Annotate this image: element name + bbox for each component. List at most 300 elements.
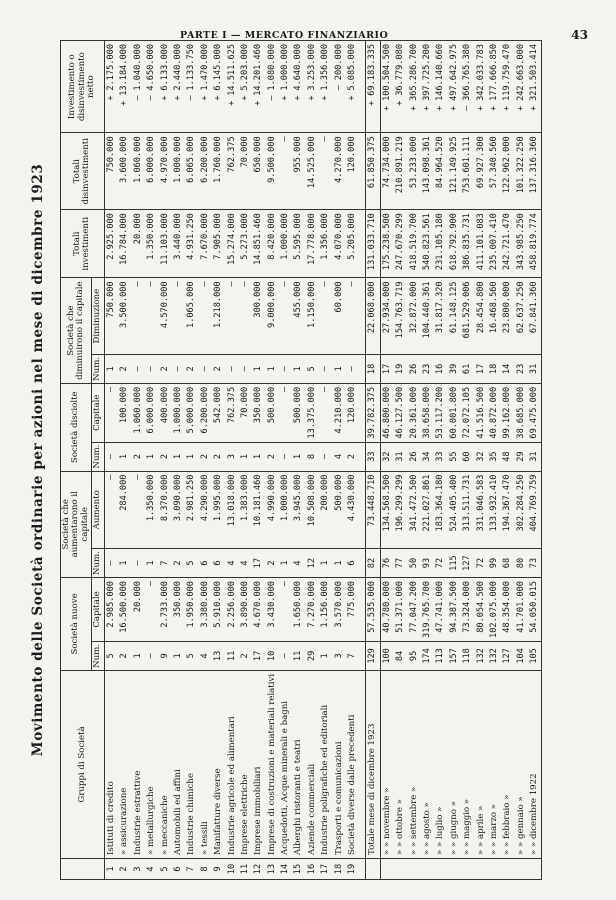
cell-nn: —: [145, 641, 158, 670]
cell-dn: 48: [501, 442, 514, 471]
net-value: 14.201.460: [253, 44, 264, 96]
cell-ti: 3.440.000: [172, 210, 185, 278]
cell-td: 9.500.000: [266, 133, 279, 210]
cell-nn: 1: [172, 641, 185, 670]
cell-md: 300.000: [252, 278, 265, 355]
cell-td: 1.760.000: [212, 133, 225, 210]
cell-md: —: [145, 278, 158, 355]
net-value: 242.663.000: [515, 44, 526, 101]
cell-td: 143.098.361: [421, 133, 434, 210]
cell-nn: 7: [346, 641, 359, 670]
cell-ti: 1.356.000: [319, 210, 332, 278]
cell-md: 681.529.006: [461, 278, 474, 355]
cell-nc: 2.256.000: [225, 578, 238, 642]
row-number: [421, 859, 434, 880]
cell-md: 154.763.719: [394, 278, 407, 355]
cell-td: 1.000.000: [172, 133, 185, 210]
cell-aa: —: [104, 471, 118, 549]
cell-td: 61.850.375: [366, 133, 380, 210]
cell-an: —: [104, 549, 118, 578]
cell-min: 1: [332, 354, 345, 383]
net-sign: +: [367, 100, 378, 106]
table-row: [501, 41, 514, 880]
cell-an: 6: [212, 549, 225, 578]
cell-nc: 775.000: [346, 578, 359, 642]
row-number: [501, 859, 514, 880]
cell-ti: 7.905.000: [212, 210, 225, 278]
table-row: [488, 41, 501, 880]
row-number: 8: [199, 859, 212, 880]
net-sign: +: [253, 100, 264, 106]
group-name: Industrie estrattive: [132, 670, 145, 858]
cell-dn: 8: [306, 442, 319, 471]
cell-min: —: [145, 354, 158, 383]
group-name: Automobili ed affini: [172, 670, 185, 858]
cell-dc: 38.685.000: [515, 383, 528, 442]
cell-ti: 540.823.561: [421, 210, 434, 278]
cell-aa: 8.370.000: [158, 471, 171, 549]
net-value: 497.642.975: [448, 44, 459, 101]
cell-dc: 1.000.000: [172, 383, 185, 442]
cell-min: 23: [515, 354, 528, 383]
cell-aa: 341.472.500: [407, 471, 420, 549]
cell-dc: 72.072.105: [461, 383, 474, 442]
net-value: 1.133.750: [186, 44, 197, 91]
row-number: [434, 859, 447, 880]
cell-min: 2: [185, 354, 198, 383]
cell-nn: 11: [225, 641, 238, 670]
cell-aa: 524.405.400: [448, 471, 461, 549]
cell-nc: 2.985.000: [104, 578, 118, 642]
cell-nn: 2: [239, 641, 252, 670]
cell-min: —: [172, 354, 185, 383]
table-row: [145, 41, 158, 880]
net-value: 397.725.200: [421, 44, 432, 101]
cell-md: 104.440.361: [421, 278, 434, 355]
cell-ti: 235.007.410: [488, 210, 501, 278]
cell-net: [118, 41, 131, 133]
cell-an: 99: [488, 549, 501, 578]
group-name: Alberghi ristoranti e teatri: [292, 670, 305, 858]
cell-md: 67.841.360: [528, 278, 542, 355]
cell-dc: 38.658.000: [421, 383, 434, 442]
cell-an: 4: [225, 549, 238, 578]
table-row: [306, 41, 319, 880]
cell-min: 31: [528, 354, 542, 383]
net-sign: +: [320, 95, 331, 101]
sub-num: Num.: [92, 549, 104, 578]
row-number: [366, 859, 380, 880]
cell-min: 61: [461, 354, 474, 383]
cell-nn: 1: [132, 641, 145, 670]
cell-td: 6.065.000: [185, 133, 198, 210]
cell-dn: 33: [366, 442, 380, 471]
cell-nn: 9: [158, 641, 171, 670]
cell-td: 6.200.000: [199, 133, 212, 210]
net-sign: +: [293, 95, 304, 101]
cell-an: 1: [145, 549, 158, 578]
net-sign: +: [395, 100, 406, 106]
cell-min: 2: [158, 354, 171, 383]
col-diminuirono: Società che diminuirono il capitale: [61, 278, 92, 383]
row-number: [474, 859, 487, 880]
cell-md: 1.150.000: [306, 278, 319, 355]
cell-md: 31.817.320: [434, 278, 447, 355]
group-name: » » agosto »: [421, 670, 434, 858]
cell-nc: 102.075.000: [488, 578, 501, 642]
cell-nc: 51.371.000: [394, 578, 407, 642]
cell-aa: 10.181.460: [252, 471, 265, 549]
cell-an: 80: [515, 549, 528, 578]
net-sign: +: [306, 95, 317, 101]
cell-aa: 4.430.000: [346, 471, 359, 549]
net-value: 342.033.783: [475, 44, 486, 101]
cell-md: 62.637.250: [515, 278, 528, 355]
cell-dn: 3: [225, 442, 238, 471]
sub-num: Num.: [92, 641, 104, 670]
table-row: [319, 41, 332, 880]
cell-md: 1.065.000: [185, 278, 198, 355]
cell-min: 2: [212, 354, 225, 383]
cell-min: 17: [380, 354, 394, 383]
cell-an: 115: [448, 549, 461, 578]
cell-min: 23: [421, 354, 434, 383]
table-row: [292, 41, 305, 880]
cell-an: 7: [158, 549, 171, 578]
cell-min: —: [346, 354, 359, 383]
cell-nn: 1: [319, 641, 332, 670]
cell-nc: 1.156.000: [319, 578, 332, 642]
cell-net: [488, 41, 501, 133]
cell-td: 101.322.250: [515, 133, 528, 210]
table-title: Movimento delle Società ordinarie per azioni nel mese di dicembre 1923: [30, 163, 46, 757]
cell-an: 1: [332, 549, 345, 578]
cell-net: [145, 41, 158, 133]
row-number: 3: [132, 859, 145, 880]
cell-an: 17: [252, 549, 265, 578]
cell-an: 4: [292, 549, 305, 578]
group-name: » » luglio »: [434, 670, 447, 858]
cell-dc: 41.516.500: [474, 383, 487, 442]
cell-md: 23.800.000: [501, 278, 514, 355]
cell-net: [212, 41, 225, 133]
cell-nc: 77.047.200: [407, 578, 420, 642]
cell-td: 120.000: [346, 133, 359, 210]
cell-nc: 3.890.000: [239, 578, 252, 642]
cell-nn: 174: [421, 641, 434, 670]
group-name: Istituti di credito: [104, 670, 118, 858]
group-name: Trasporti e comunicazioni: [332, 670, 345, 858]
cell-td: 14.525.000: [306, 133, 319, 210]
cell-dn: 55: [448, 442, 461, 471]
row-number: [448, 859, 461, 880]
cell-net: [434, 41, 447, 133]
cell-net: [279, 41, 292, 133]
cell-dc: 5.000.000: [185, 383, 198, 442]
cell-dn: 1: [118, 442, 131, 471]
net-value: 146.140.660: [435, 44, 446, 101]
table-row: [448, 41, 461, 880]
cell-dn: 2: [346, 442, 359, 471]
cell-an: 6: [346, 549, 359, 578]
cell-aa: 284.000: [118, 471, 131, 549]
sub-diminuzione: Diminuzione: [92, 278, 104, 355]
cell-dc: 20.361.000: [407, 383, 420, 442]
cell-nc: 2.733.000: [158, 578, 171, 642]
cell-net: [172, 41, 185, 133]
net-sign: +: [213, 95, 224, 101]
cell-ti: 1.000.000: [279, 210, 292, 278]
net-sign: +: [515, 105, 526, 111]
row-number: 12: [252, 859, 265, 880]
table-row: [172, 41, 185, 880]
table-row: [434, 41, 447, 880]
net-sign: +: [421, 105, 432, 111]
cell-nn: 84: [394, 641, 407, 670]
cell-dn: 32: [380, 442, 394, 471]
cell-aa: 221.027.861: [421, 471, 434, 549]
row-number: 1: [104, 859, 118, 880]
cell-net: [319, 41, 332, 133]
table-row: [461, 41, 474, 880]
cell-ti: 131.033.710: [366, 210, 380, 278]
row-number: 16: [306, 859, 319, 880]
row-number: 10: [225, 859, 238, 880]
cell-dc: 40.872.000: [488, 383, 501, 442]
cell-md: —: [319, 278, 332, 355]
cell-nn: 29: [306, 641, 319, 670]
cell-nn: 5: [185, 641, 198, 670]
net-value: 3.253.000: [306, 44, 317, 91]
cell-aa: 183.364.180: [434, 471, 447, 549]
cell-dn: 4: [332, 442, 345, 471]
cell-net: [528, 41, 542, 133]
table-body: [104, 41, 542, 880]
cell-ti: 242.721.470: [501, 210, 514, 278]
row-number: 6: [172, 859, 185, 880]
cell-nn: 105: [528, 641, 542, 670]
group-name: » meccaniche: [158, 670, 171, 858]
cell-nc: 94.387.500: [448, 578, 461, 642]
group-name: » » gennaio »: [515, 670, 528, 858]
cell-nc: 40.780.000: [380, 578, 394, 642]
cell-td: 650.000: [252, 133, 265, 210]
cell-aa: 1.995.000: [212, 471, 225, 549]
cell-nc: 4.670.000: [252, 578, 265, 642]
group-name: » assicurazione: [118, 670, 131, 858]
cell-nn: 157: [448, 641, 461, 670]
cell-net: [185, 41, 198, 133]
cell-md: 3.500.000: [118, 278, 131, 355]
net-value: 69.183.335: [367, 44, 378, 96]
cell-nc: 1.650.000: [292, 578, 305, 642]
cell-td: 69.927.300: [474, 133, 487, 210]
cell-nc: 3.570.000: [332, 578, 345, 642]
cell-dn: 35: [488, 442, 501, 471]
cell-net: [421, 41, 434, 133]
cell-an: 73: [528, 549, 542, 578]
cell-dn: 32: [474, 442, 487, 471]
cell-dn: 1: [172, 442, 185, 471]
cell-md: 455.000: [292, 278, 305, 355]
cell-net: [225, 41, 238, 133]
net-sign: +: [448, 105, 459, 111]
cell-dn: 26: [407, 442, 420, 471]
group-name: » » febbraio »: [501, 670, 514, 858]
sub-num: Num.: [92, 354, 104, 383]
cell-an: 82: [366, 549, 380, 578]
cell-ti: 5.273.000: [239, 210, 252, 278]
cell-nc: 80.054.500: [474, 578, 487, 642]
cell-ti: 4.070.000: [332, 210, 345, 278]
cell-net: [394, 41, 407, 133]
cell-nc: 319.765.700: [421, 578, 434, 642]
cell-td: 753.601.111: [461, 133, 474, 210]
group-name: Industrie chimiche: [185, 670, 198, 858]
cell-md: 61.148.125: [448, 278, 461, 355]
cell-dc: 60.001.800: [448, 383, 461, 442]
cell-net: [448, 41, 461, 133]
net-sign: —: [333, 85, 344, 91]
row-number: 19: [346, 859, 359, 880]
net-sign: +: [199, 95, 210, 101]
cell-ti: 5.205.000: [346, 210, 359, 278]
cell-md: —: [199, 278, 212, 355]
row-number: 2: [118, 859, 131, 880]
cell-nn: 95: [407, 641, 420, 670]
cell-dc: 6.000.000: [145, 383, 158, 442]
table-row: [185, 41, 198, 880]
cell-net: [461, 41, 474, 133]
col-netto: Investimento o disinvestimento netto: [61, 41, 105, 133]
group-name: Imprese di costruzioni e materiali relativi: [266, 670, 279, 858]
net-sign: —: [462, 105, 473, 111]
table-row: [279, 41, 292, 880]
cell-ti: 231.105.180: [434, 210, 447, 278]
cell-ti: 1.350.000: [145, 210, 158, 278]
cell-td: 3.600.000: [118, 133, 131, 210]
cell-md: 32.872.000: [407, 278, 420, 355]
cell-dc: 6.200.000: [199, 383, 212, 442]
cell-dn: 1: [292, 442, 305, 471]
cell-ti: 4.931.250: [185, 210, 198, 278]
net-sign: +: [381, 105, 392, 111]
cell-nn: 3: [332, 641, 345, 670]
cell-md: —: [279, 278, 292, 355]
cell-dn: 60: [461, 442, 474, 471]
cell-net: [366, 41, 380, 133]
cell-an: 68: [501, 549, 514, 578]
group-name: » metallurgiche: [145, 670, 158, 858]
cell-dc: 100.000: [118, 383, 131, 442]
cell-md: —: [172, 278, 185, 355]
cell-min: 2: [118, 354, 131, 383]
cell-nn: 11: [292, 641, 305, 670]
net-sign: +: [226, 100, 237, 106]
net-value: 1.040.000: [132, 44, 143, 91]
cell-dc: 69.475.000: [528, 383, 542, 442]
sub-num: Num.: [92, 442, 104, 471]
cell-net: [515, 41, 528, 133]
net-value: 366.765.380: [462, 44, 473, 101]
cell-nc: 3.430.000: [266, 578, 279, 642]
cell-net: [474, 41, 487, 133]
cell-td: 121.149.925: [448, 133, 461, 210]
cell-aa: 134.568.500: [380, 471, 394, 549]
cell-aa: 4.290.000: [199, 471, 212, 549]
cell-td: 6.000.000: [145, 133, 158, 210]
net-value: 36.779.080: [395, 44, 406, 96]
cell-an: 50: [407, 549, 420, 578]
net-sign: +: [239, 95, 250, 101]
net-sign: +: [488, 105, 499, 111]
net-sign: —: [132, 95, 143, 101]
cell-net: [332, 41, 345, 133]
cell-nn: 104: [515, 641, 528, 670]
cell-dc: 46.127.500: [394, 383, 407, 442]
cell-dn: 2: [158, 442, 171, 471]
cell-md: —: [239, 278, 252, 355]
cell-aa: 404.769.759: [528, 471, 542, 549]
table-row: [158, 41, 171, 880]
cell-ti: 458.819.774: [528, 210, 542, 278]
cell-ti: 411.101.083: [474, 210, 487, 278]
table-row: [515, 41, 528, 880]
cell-md: 1.218.000: [212, 278, 225, 355]
net-value: 200.000: [333, 44, 344, 81]
cell-aa: —: [132, 471, 145, 549]
cell-td: 955.000: [292, 133, 305, 210]
net-sign: +: [408, 105, 419, 111]
table-row: [104, 41, 118, 880]
cell-nn: 127: [501, 641, 514, 670]
net-sign: +: [502, 105, 513, 111]
group-name: Imprese elettriche: [239, 670, 252, 858]
row-number: [528, 859, 542, 880]
cell-ti: 16.784.000: [118, 210, 131, 278]
cell-dn: 2: [212, 442, 225, 471]
cell-md: 22.068.000: [366, 278, 380, 355]
cell-min: 18: [366, 354, 380, 383]
cell-an: 1: [279, 549, 292, 578]
cell-nn: 5: [104, 641, 118, 670]
row-number: 4: [145, 859, 158, 880]
net-sign: +: [172, 95, 183, 101]
cell-nc: —: [145, 578, 158, 642]
cell-td: 57.340.560: [488, 133, 501, 210]
net-value: 321.503.414: [529, 44, 540, 101]
group-name: Imprese immobiliari: [252, 670, 265, 858]
net-value: 1.080.000: [266, 44, 277, 91]
cell-an: 1: [319, 549, 332, 578]
row-number: 9: [212, 859, 225, 880]
cell-nn: 100: [380, 641, 394, 670]
cell-aa: 10.508.000: [306, 471, 319, 549]
net-value: 4.640.000: [293, 44, 304, 91]
group-name: Manifatture diverse: [212, 670, 225, 858]
cell-ti: 7.670.000: [199, 210, 212, 278]
col-totali-inv: Totali investimenti: [61, 210, 105, 278]
page-number: 43: [571, 28, 588, 42]
cell-dc: 400.000: [158, 383, 171, 442]
group-name: Totale mese di dicembre 1923: [366, 670, 380, 858]
table-row: [394, 41, 407, 880]
cell-ti: 20.000: [132, 210, 145, 278]
cell-nn: —: [279, 641, 292, 670]
row-number: 15: [292, 859, 305, 880]
cell-an: 6: [199, 549, 212, 578]
net-value: 1.470.000: [199, 44, 210, 91]
